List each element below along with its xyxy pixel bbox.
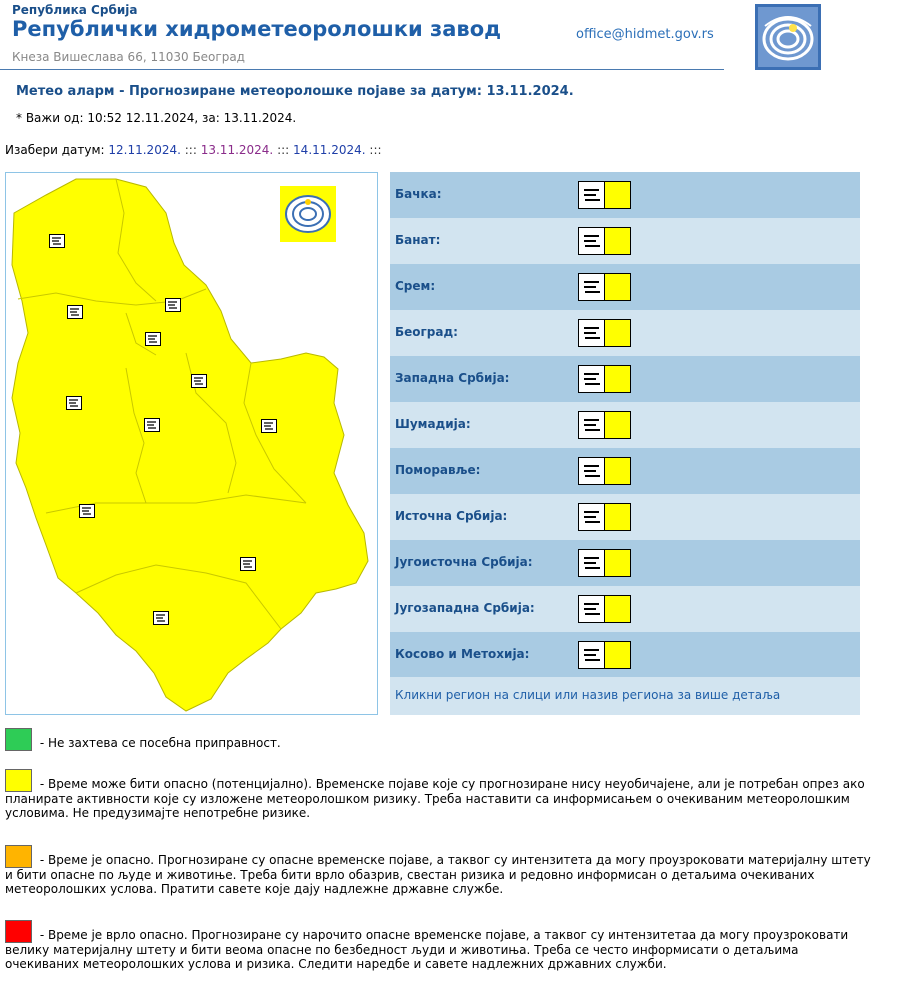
region-name[interactable]: Шумадија:	[395, 417, 471, 431]
region-row[interactable]	[390, 402, 860, 448]
wind-icon	[578, 181, 606, 209]
rhmz-logo-icon	[755, 4, 821, 70]
region-row[interactable]	[390, 264, 860, 310]
date-link-1[interactable]: 13.11.2024.	[200, 143, 274, 157]
region-name[interactable]: Косово и Метохија:	[395, 647, 530, 661]
wind-icon	[578, 319, 606, 347]
institute-title: Републички хидрометеоролошки завод	[12, 17, 502, 41]
region-row[interactable]	[390, 586, 860, 632]
legend-swatch-green	[5, 728, 32, 751]
warning-level-yellow	[604, 319, 631, 347]
regions-table	[390, 172, 860, 678]
wind-icon	[578, 641, 606, 669]
legend-swatch-yellow	[5, 769, 32, 792]
region-warning[interactable]	[578, 549, 630, 577]
institute-address: Кнеза Вишеслава 66, 11030 Београд	[12, 50, 245, 64]
region-row[interactable]	[390, 632, 860, 678]
wind-icon	[578, 411, 606, 439]
warning-level-yellow	[604, 457, 631, 485]
validity-text: * Важи од: 10:52 12.11.2024, за: 13.11.2024.	[16, 111, 297, 125]
wind-icon	[578, 227, 606, 255]
region-row[interactable]	[390, 540, 860, 586]
region-row[interactable]	[390, 218, 860, 264]
map-logo-icon	[280, 186, 336, 242]
region-name[interactable]: Срем:	[395, 279, 436, 293]
alarm-title: Метео аларм - Прогнозиране метеоролошке појаве за датум: 13.11.2024.	[16, 84, 574, 99]
legend-swatch-orange	[5, 845, 32, 868]
legend-orange	[5, 845, 875, 896]
map-wind-icon-backa[interactable]	[49, 234, 65, 248]
region-name[interactable]: Београд:	[395, 325, 458, 339]
region-warning[interactable]	[578, 365, 630, 393]
region-warning[interactable]	[578, 273, 630, 301]
legend-red	[5, 920, 875, 971]
map-wind-icon-kosovo[interactable]	[153, 611, 169, 625]
region-warning[interactable]	[578, 503, 630, 531]
date-link-2[interactable]: 14.11.2024.	[293, 143, 366, 157]
date-link-0[interactable]: 12.11.2024.	[108, 143, 181, 157]
date-separator: :::	[277, 143, 290, 157]
date-separator: :::	[184, 143, 197, 157]
map-wind-icon-zapadna[interactable]	[66, 396, 82, 410]
map-wind-icon-pomoravlje[interactable]	[191, 374, 207, 388]
legend-green	[5, 728, 875, 751]
header-divider	[0, 69, 724, 70]
map-outline	[12, 179, 368, 711]
warning-level-yellow	[604, 549, 631, 577]
warning-level-yellow	[604, 273, 631, 301]
region-name[interactable]: Источна Србија:	[395, 509, 508, 523]
map-wind-icon-beograd[interactable]	[145, 332, 161, 346]
wind-icon	[578, 273, 606, 301]
warning-level-yellow	[604, 595, 631, 623]
region-row[interactable]	[390, 494, 860, 540]
map-wind-icon-jugozapadna[interactable]	[79, 504, 95, 518]
region-warning[interactable]	[578, 457, 630, 485]
legend-text: - Време може бити опасно (потенцијално). Временске појаве које су прогнозиране нису неуобичајене, али је потребан опрез ако планирате активности које су изложене метеоролошком ризику. Треба наставити са информисањем о очекиваним метеоролошким условима. Не предузимајте непотребне ризике.	[5, 777, 865, 820]
map-wind-icon-banat[interactable]	[165, 298, 181, 312]
legend-swatch-red	[5, 920, 32, 943]
region-name[interactable]: Западна Србија:	[395, 371, 510, 385]
warning-level-yellow	[604, 227, 631, 255]
region-warning[interactable]	[578, 595, 630, 623]
wind-icon	[578, 549, 606, 577]
legend-yellow	[5, 769, 875, 820]
serbia-map	[5, 172, 378, 715]
date-separator: :::	[369, 143, 382, 157]
legend-text: - Не захтева се посебна приправност.	[36, 736, 281, 750]
republic-label: Република Србија	[12, 3, 138, 17]
warning-level-yellow	[604, 641, 631, 669]
region-row[interactable]	[390, 356, 860, 402]
warning-level-yellow	[604, 411, 631, 439]
legend-text: - Време је опасно. Прогнозиране су опасне временске појаве, а таквог су интензитета да могу проузроковати материјалну штету и бити опасне по људе и животиње. Треба бити врло обазрив, свестан ризика и редовно информисан о детаљима очекиваних метеоролошких услова. Пратити савете које дају надлежне државне службе.	[5, 853, 871, 896]
region-row[interactable]	[390, 172, 860, 218]
regions-note	[390, 677, 860, 715]
region-warning[interactable]	[578, 181, 630, 209]
region-warning[interactable]	[578, 411, 630, 439]
region-name[interactable]: Југоисточна Србија:	[395, 555, 533, 569]
email-link[interactable]: office@hidmet.gov.rs	[576, 27, 714, 42]
wind-icon	[578, 365, 606, 393]
map-wind-icon-istocna[interactable]	[261, 419, 277, 433]
wind-icon	[578, 457, 606, 485]
region-name[interactable]: Банат:	[395, 233, 441, 247]
region-name[interactable]: Бачка:	[395, 187, 442, 201]
serbia-map-svg	[6, 173, 379, 716]
wind-icon	[578, 503, 606, 531]
legend-text: - Време је врло опасно. Прогнозиране су нарочито опасне временске појаве, а таквог су интензитетаа да могу проузроковати велику материјалну штету и бити веома опасне по безбедност људи и животиња. Треба се често информисати о детаљима очекиваних метеоролошких услова и ризика. Следити наредбе и савете надлежних државних служби.	[5, 928, 849, 971]
map-wind-icon-sumadija[interactable]	[144, 418, 160, 432]
region-row[interactable]	[390, 448, 860, 494]
region-row[interactable]	[390, 310, 860, 356]
region-warning[interactable]	[578, 641, 630, 669]
date-picker-label: Изабери датум:	[5, 143, 105, 157]
map-wind-icon-srem[interactable]	[67, 305, 83, 319]
map-wind-icon-jugoistocna[interactable]	[240, 557, 256, 571]
region-warning[interactable]	[578, 319, 630, 347]
region-name[interactable]: Југозападна Србија:	[395, 601, 535, 615]
date-picker	[5, 143, 382, 157]
wind-icon	[578, 595, 606, 623]
warning-level-yellow	[604, 365, 631, 393]
warning-level-yellow	[604, 503, 631, 531]
region-warning[interactable]	[578, 227, 630, 255]
regions-note-text: Кликни регион на слици или назив региона за више детаља	[395, 688, 781, 702]
warning-level-yellow	[604, 181, 631, 209]
region-name[interactable]: Поморавље:	[395, 463, 481, 477]
